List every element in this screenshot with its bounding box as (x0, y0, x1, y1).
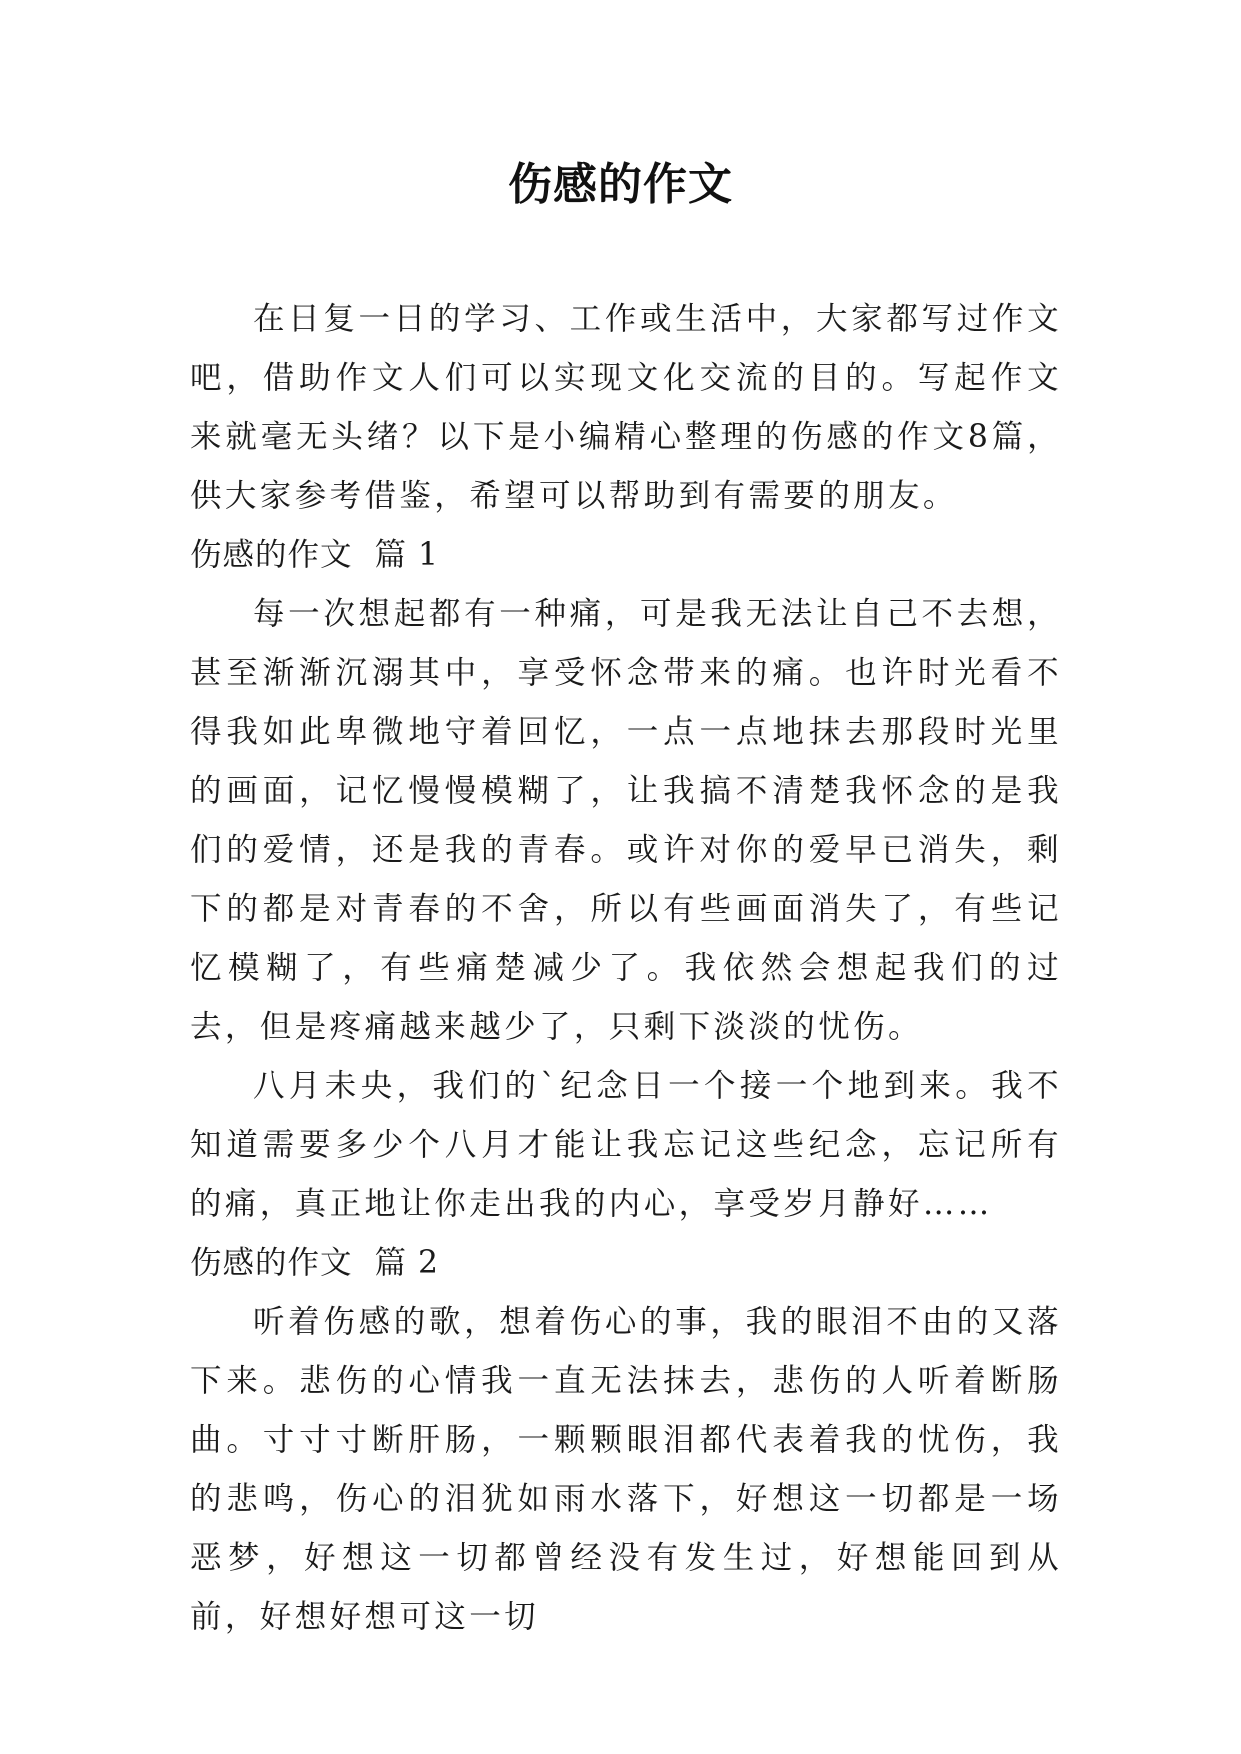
section-heading-2: 伤感的作文 篇 2 (190, 1245, 440, 1281)
intro-paragraph: 在日复一日的学习、工作或生活中，大家都写过作文吧，借助作文人们可以实现文化交流的目的。写起作文来就毫无头绪？以下是小编精心整理的伤感的作文8篇，供大家参考借鉴，希望可以帮助到有需要的朋友。 (190, 301, 1062, 514)
section-1-paragraph-1: 每一次想起都有一种痛，可是我无法让自己不去想，甚至渐渐沉溺其中，享受怀念带来的痛。也许时光看不得我如此卑微地守着回忆，一点一点地抹去那段时光里的画面，记忆慢慢模糊了，让我搞不清楚我怀念的是我们的爱情，还是我的青春。或许对你的爱早已消失，剩下的都是对青春的不舍，所以有些画面消失了，有些记忆模糊了，有些痛楚减少了。我依然会想起我们的过去，但是疼痛越来越少了，只剩下淡淡的忧伤。 (190, 596, 1062, 1045)
section-heading-1: 伤感的作文 篇 1 (190, 537, 440, 573)
document-body (190, 290, 1062, 1647)
section-2-paragraph-1: 听着伤感的歌，想着伤心的事，我的眼泪不由的又落下来。悲伤的心情我一直无法抹去，悲伤的人听着断肠曲。寸寸寸断肝肠，一颗颗眼泪都代表着我的忧伤，我的悲鸣，伤心的泪犹如雨水落下，好想这一切都是一场恶梦，好想这一切都曾经没有发生过，好想能回到从前，好想好想可这一切 (190, 1304, 1062, 1635)
document-title: 伤感的作文 (508, 159, 733, 210)
section-1-paragraph-2: 八月未央，我们的`纪念日一个接一个地到来。我不知道需要多少个八月才能让我忘记这些纪念，忘记所有的痛，真正地让你走出我的内心，享受岁月静好…… (190, 1068, 1062, 1222)
